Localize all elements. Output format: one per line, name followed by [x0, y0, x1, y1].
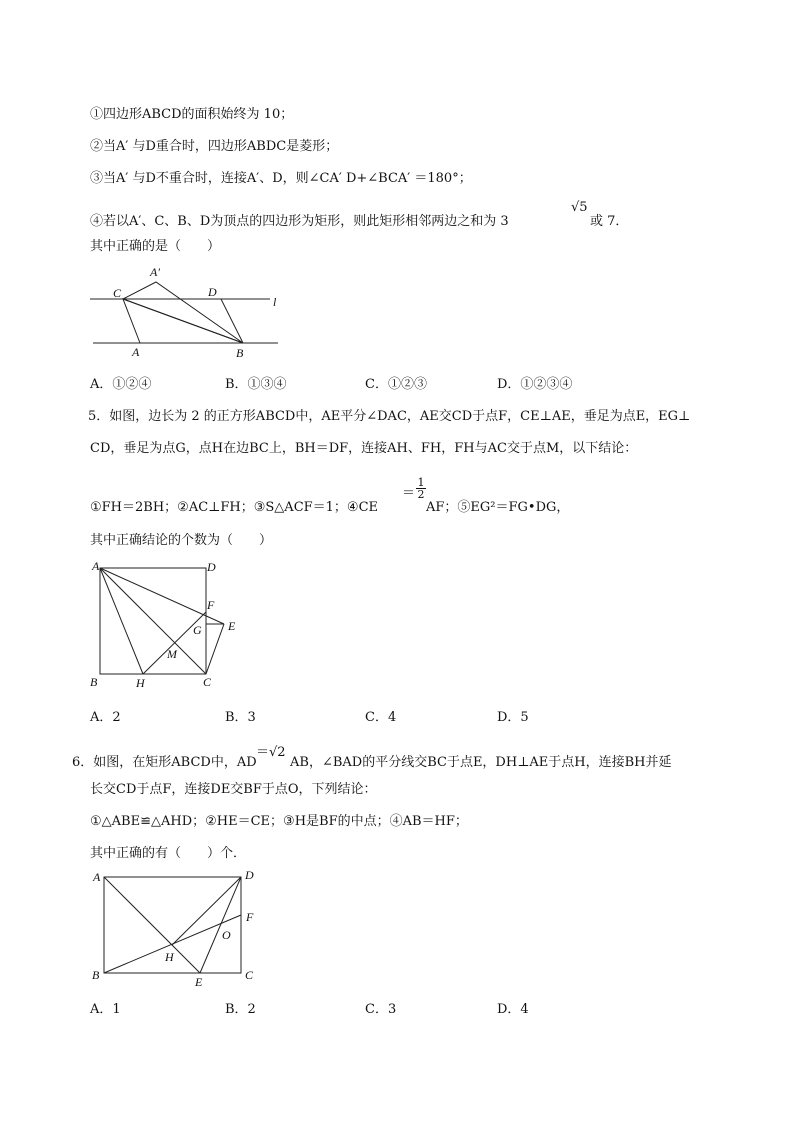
q6-claims: ①△ABE≌△AHD；②HE＝CE；③H是BF的中点；④AB＝HF；: [90, 814, 468, 829]
q5-claims-part-2: AF；⑤EG²＝FG•DG，: [426, 500, 570, 515]
q5-option-a: A．2: [90, 710, 121, 725]
q6-label-f: F: [246, 910, 254, 924]
q4-statement-1: ①四边形ABCD的面积始终为 10；: [90, 107, 294, 122]
q5-label-c: C: [203, 675, 212, 689]
q5-fraction-num: 1: [417, 476, 425, 489]
q6-label-b: B: [92, 968, 100, 982]
q5-prompt: 其中正确结论的个数为（ ）: [90, 533, 273, 548]
q4-sqrt5: √5: [571, 200, 588, 215]
q4-label-c: C: [113, 286, 122, 300]
q6-label-h: H: [165, 950, 174, 964]
q4-option-c: C．①②③: [365, 377, 427, 392]
q6-option-d: D．4: [497, 1002, 529, 1017]
q6-text-line-1b: AB，∠BAD的平分线交BC于点E，DH⊥AE于点H，连接BH并延: [290, 755, 672, 770]
q6-label-o: O: [222, 928, 231, 942]
q4-option-b: B．①③④: [225, 377, 287, 392]
q6-option-b: B．2: [225, 1002, 256, 1017]
q4-prompt: 其中正确的是（ ）: [90, 239, 221, 254]
q6-label-d: D: [245, 868, 254, 882]
q5-label-d: D: [207, 560, 216, 574]
q4-option-a: A．①②④: [90, 377, 152, 392]
q6-option-c: C．3: [365, 1002, 397, 1017]
q6-option-a: A．1: [90, 1002, 121, 1017]
q5-option-d: D．5: [497, 710, 529, 725]
q4-option-d: D．①②③④: [497, 377, 573, 392]
q6-sqrt2: ＝√2: [256, 745, 286, 760]
q6-text-line-2: 长交CD于点F，连接DE交BF于点O，下列结论：: [90, 782, 377, 797]
q5-label-h: H: [136, 676, 145, 690]
q5-text-line-1: 5．如图，边长为 2 的正方形ABCD中，AE平分∠DAC，AE交CD于点F，CE⊥AE，垂足为点E，EG⊥: [88, 409, 691, 424]
q4-statement-4: ④若以A′、C、B、D为顶点的四边形为矩形，则此矩形相邻两边之和为 3: [90, 214, 509, 229]
q5-label-b: B: [90, 675, 98, 689]
q5-claims-part-1: ①FH＝2BH；②AC⊥FH；③S△ACF＝1；④CE: [90, 500, 379, 515]
q5-fraction-den: 2: [417, 488, 425, 501]
q5-label-m: M: [167, 647, 177, 661]
q4-label-b: B: [236, 346, 244, 360]
q4-statement-4-tail: 或 7．: [590, 214, 629, 229]
q5-label-g: G: [193, 623, 202, 637]
q6-prompt: 其中正确的有（ ）个．: [90, 846, 247, 861]
q5-label-f: F: [207, 598, 215, 612]
q6-label-e: E: [195, 975, 203, 989]
q4-label-a: A: [132, 345, 140, 359]
q5-option-c: C．4: [365, 710, 397, 725]
q5-equals: ＝: [402, 486, 416, 501]
q4-statement-3: ③当A′ 与D不重合时，连接A′、D，则∠CA′ D+∠BCA′ ＝180°；: [90, 171, 472, 186]
q4-label-l: l: [273, 295, 277, 309]
q6-label-c: C: [245, 968, 254, 982]
q4-label-aprime: A′: [150, 265, 160, 279]
q5-option-b: B．3: [225, 710, 256, 725]
q5-text-line-2: CD，垂足为点G，点H在边BC上，BH＝DF，连接AH、FH，FH与AC交于点M，以下结论：: [90, 441, 638, 456]
q5-label-e: E: [228, 619, 236, 633]
q4-label-d: D: [208, 285, 217, 299]
q6-label-a: A: [93, 870, 101, 884]
q6-text-line-1a: 6．如图，在矩形ABCD中，AD: [72, 755, 257, 770]
q5-label-a: A: [92, 559, 100, 573]
q4-statement-2: ②当A′ 与D重合时，四边形ABDC是菱形；: [90, 139, 339, 154]
